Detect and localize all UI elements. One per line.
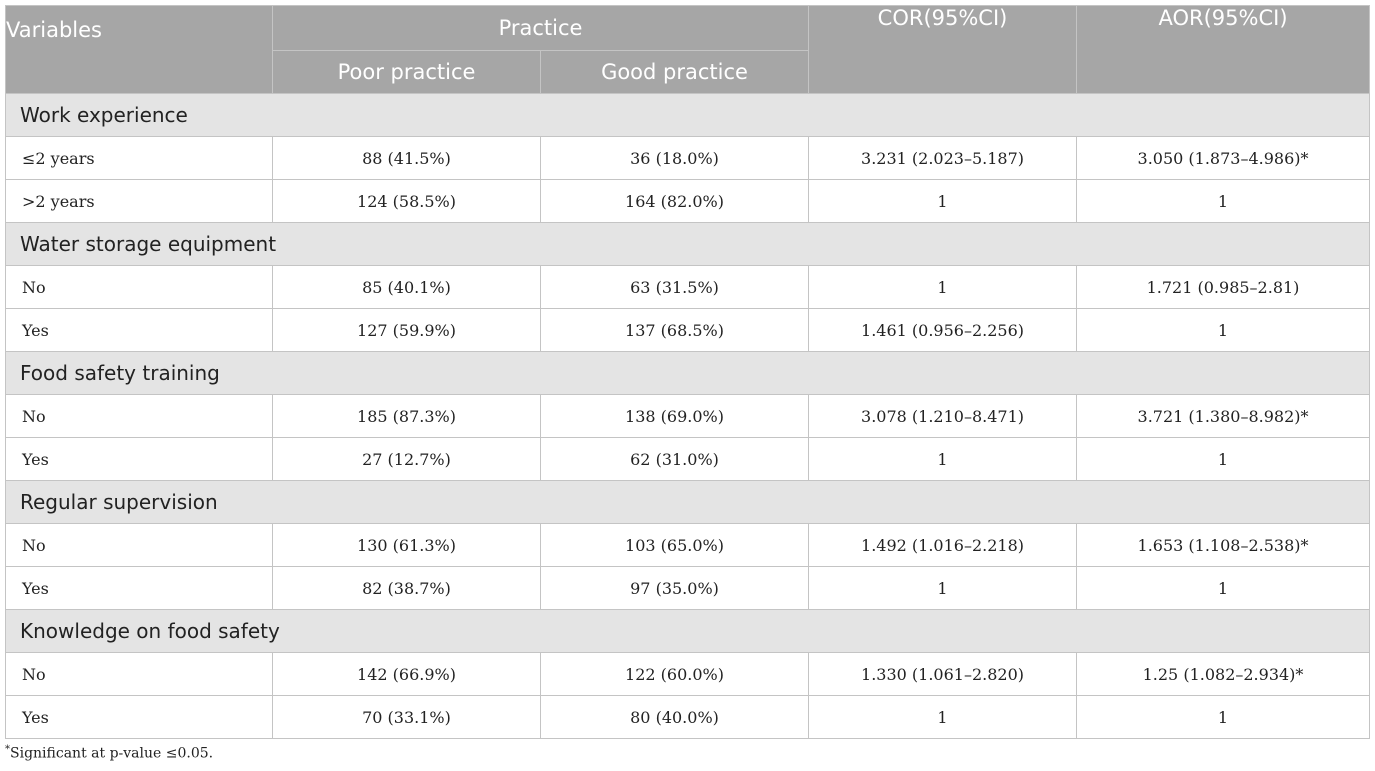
- group-row: [6, 481, 1370, 524]
- cell-good: 137 (68.5%): [541, 309, 809, 352]
- cell-cor: 3.231 (2.023–5.187): [809, 137, 1077, 180]
- cell-poor: 82 (38.7%): [273, 567, 541, 610]
- header-good-practice: Good practice: [541, 51, 809, 94]
- row-label: >2 years: [6, 180, 273, 223]
- row-label: No: [6, 266, 273, 309]
- group-label: Knowledge on food safety: [6, 610, 1370, 653]
- cell-poor: 130 (61.3%): [273, 524, 541, 567]
- row-label: No: [6, 524, 273, 567]
- table-row: [6, 653, 1370, 696]
- cell-aor: 1.653 (1.108–2.538)*: [1077, 524, 1370, 567]
- table-row: [6, 180, 1370, 223]
- cell-cor: 1: [809, 567, 1077, 610]
- table-row: [6, 309, 1370, 352]
- table-row: [6, 438, 1370, 481]
- table-row: [6, 567, 1370, 610]
- group-label: Food safety training: [6, 352, 1370, 395]
- group-row: [6, 610, 1370, 653]
- table-row: [6, 696, 1370, 739]
- table-row: [6, 395, 1370, 438]
- header-cor: COR(95%CI): [809, 6, 1077, 94]
- footnote-marker: *: [5, 744, 10, 755]
- cell-poor: 88 (41.5%): [273, 137, 541, 180]
- table-footnote: [5, 744, 213, 762]
- row-label: No: [6, 395, 273, 438]
- cell-poor: 127 (59.9%): [273, 309, 541, 352]
- table-row: [6, 137, 1370, 180]
- cell-aor: 1: [1077, 309, 1370, 352]
- cell-cor: 1: [809, 266, 1077, 309]
- cell-good: 138 (69.0%): [541, 395, 809, 438]
- cell-aor: 1: [1077, 696, 1370, 739]
- footnote-text: Significant at p-value ≤0.05.: [10, 745, 214, 762]
- header-poor-practice: Poor practice: [273, 51, 541, 94]
- row-label: Yes: [6, 696, 273, 739]
- group-label: Work experience: [6, 94, 1370, 137]
- row-label: Yes: [6, 309, 273, 352]
- header-aor: AOR(95%CI): [1077, 6, 1370, 94]
- cell-poor: 27 (12.7%): [273, 438, 541, 481]
- cell-aor: 1: [1077, 180, 1370, 223]
- row-label: Yes: [6, 567, 273, 610]
- cell-poor: 185 (87.3%): [273, 395, 541, 438]
- row-label: ≤2 years: [6, 137, 273, 180]
- cell-poor: 70 (33.1%): [273, 696, 541, 739]
- group-label: Regular supervision: [6, 481, 1370, 524]
- header-practice: Practice: [273, 6, 809, 51]
- cell-cor: 1: [809, 180, 1077, 223]
- cell-poor: 124 (58.5%): [273, 180, 541, 223]
- cell-poor: 85 (40.1%): [273, 266, 541, 309]
- group-row: [6, 223, 1370, 266]
- cell-cor: 3.078 (1.210–8.471): [809, 395, 1077, 438]
- header-variables: Variables: [6, 6, 273, 94]
- cell-good: 63 (31.5%): [541, 266, 809, 309]
- cell-good: 164 (82.0%): [541, 180, 809, 223]
- cell-cor: 1.330 (1.061–2.820): [809, 653, 1077, 696]
- cell-aor: 1: [1077, 438, 1370, 481]
- group-row: [6, 352, 1370, 395]
- cell-good: 97 (35.0%): [541, 567, 809, 610]
- cell-cor: 1: [809, 438, 1077, 481]
- group-row: [6, 94, 1370, 137]
- results-table: [5, 5, 1370, 739]
- cell-cor: 1: [809, 696, 1077, 739]
- cell-aor: 1.25 (1.082–2.934)*: [1077, 653, 1370, 696]
- cell-cor: 1.461 (0.956–2.256): [809, 309, 1077, 352]
- cell-good: 80 (40.0%): [541, 696, 809, 739]
- cell-cor: 1.492 (1.016–2.218): [809, 524, 1077, 567]
- row-label: Yes: [6, 438, 273, 481]
- cell-poor: 142 (66.9%): [273, 653, 541, 696]
- cell-aor: 3.721 (1.380–8.982)*: [1077, 395, 1370, 438]
- cell-good: 122 (60.0%): [541, 653, 809, 696]
- header-row-top: [6, 6, 1370, 51]
- cell-good: 103 (65.0%): [541, 524, 809, 567]
- cell-aor: 3.050 (1.873–4.986)*: [1077, 137, 1370, 180]
- cell-aor: 1: [1077, 567, 1370, 610]
- cell-good: 36 (18.0%): [541, 137, 809, 180]
- cell-good: 62 (31.0%): [541, 438, 809, 481]
- table-row: [6, 524, 1370, 567]
- table-row: [6, 266, 1370, 309]
- row-label: No: [6, 653, 273, 696]
- cell-aor: 1.721 (0.985–2.81): [1077, 266, 1370, 309]
- group-label: Water storage equipment: [6, 223, 1370, 266]
